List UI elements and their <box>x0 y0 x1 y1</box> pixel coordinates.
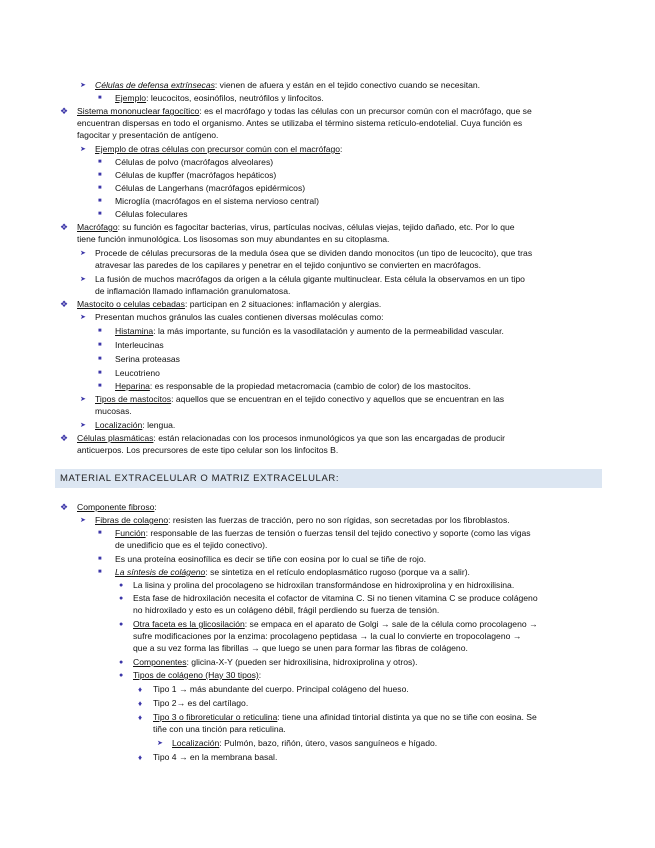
bullet-icon: ❖ <box>60 222 69 232</box>
text-segment: Histamina <box>115 326 154 336</box>
bullet-icon: ➤ <box>80 82 86 89</box>
text-segment: Ejemplo <box>115 93 147 103</box>
text-line <box>77 130 218 141</box>
text-segment: Células de polvo (macrófagos alveolares) <box>115 157 274 167</box>
text-line <box>95 274 525 285</box>
bullet-icon: ♦ <box>138 685 143 694</box>
text-line <box>115 196 319 207</box>
text-line <box>95 286 290 297</box>
text-line <box>95 312 384 323</box>
bullet-icon: ➤ <box>80 250 86 257</box>
text-segment: Sistema mononuclear fagocítico <box>77 106 200 116</box>
text-segment: mucosas. <box>95 406 132 416</box>
text-line <box>115 354 180 365</box>
text-segment: anticuerpos. Los precursores de este tipo celular son los linfocitos B. <box>77 445 339 455</box>
text-line <box>115 157 273 168</box>
text-line <box>115 93 324 104</box>
text-segment: Procede de células precursoras de la medula ósea que se dividen dando monocitos (un tipo de leucocito), que tras <box>95 248 533 258</box>
text-segment: : glicina-X-Y (pueden ser hidroxilisina, hidroxiprolina y otros). <box>186 657 418 667</box>
text-segment: Tipos de mastocitos <box>95 394 172 404</box>
text-segment: : es responsable de la propiedad metacromacia (cambio de color) de los mastocitos. <box>149 381 471 391</box>
text-line <box>95 248 532 259</box>
text-line <box>115 340 164 351</box>
section-heading-text: MATERIAL EXTRACELULAR O MATRIZ EXTRACELULAR: <box>60 473 340 484</box>
text-line <box>95 406 132 417</box>
bullet-icon: ❖ <box>60 299 69 309</box>
bullet-icon: ■ <box>98 211 102 217</box>
text-line <box>115 567 470 578</box>
bullet-icon: ■ <box>98 159 102 165</box>
text-segment: La síntesis de colágeno <box>115 567 206 577</box>
text-line <box>115 326 504 337</box>
text-segment: : tiene una afinidad tintorial distinta ya que no se tiñe con eosina. Se <box>277 712 537 722</box>
bullet-icon: ➤ <box>80 396 86 403</box>
text-line <box>115 183 305 194</box>
text-segment: : resisten las fuerzas de tracción, pero no son rígidas, son secretadas por los fibroblastos. <box>168 515 510 525</box>
bullet-icon: ■ <box>98 383 102 389</box>
text-segment: Otra faceta es la glicosilación <box>133 619 245 629</box>
bullet-icon: ➤ <box>80 314 86 321</box>
text-line <box>133 619 538 630</box>
text-segment: Esta fase de hidroxilación necesita el cofactor de vitamina C. Si no tienen vitamina C se produce colágeno <box>133 593 538 603</box>
text-segment: Localización <box>172 738 220 748</box>
bullet-icon: ● <box>119 621 124 628</box>
text-segment: : están relacionadas con los procesos inmunológicos ya que son las encargadas de producir <box>153 433 506 443</box>
bullet-icon: ■ <box>98 172 102 178</box>
bullet-icon: ♦ <box>138 753 143 762</box>
text-line <box>153 712 537 723</box>
text-segment: sufre modificaciones por la enzima: procolageno peptidasa → la cual lo convierte en tropocolageno → <box>133 631 522 641</box>
text-line <box>77 445 338 456</box>
bullet-icon: ➤ <box>80 517 86 524</box>
text-segment: Serina proteasas <box>115 354 180 364</box>
text-line <box>95 420 175 431</box>
text-segment: Tipo 4 → en la membrana basal. <box>153 752 278 762</box>
text-segment: atravesar las paredes de los capilares y penetrar en el tejido conjuntivo se convierten en macrófagos. <box>95 260 481 270</box>
text-line <box>77 299 381 310</box>
text-line <box>133 643 468 654</box>
text-line <box>115 554 426 565</box>
text-line <box>172 738 437 749</box>
section-heading <box>55 469 602 488</box>
text-segment: La lisina y prolina del procolageno se hidroxilan transformándose en hidroxiprolina y en hidroxilisina. <box>133 580 515 590</box>
text-line <box>115 209 188 220</box>
bullet-icon: ■ <box>98 556 102 562</box>
text-segment: Microglía (macrófagos en el sistema nervioso central) <box>115 196 319 206</box>
text-line <box>77 433 505 444</box>
text-segment: : <box>340 144 343 154</box>
bullet-icon: ● <box>119 659 124 666</box>
bullet-icon: ➤ <box>80 146 86 153</box>
text-line <box>77 106 532 117</box>
text-line <box>133 593 538 604</box>
bullet-icon: ■ <box>98 569 102 575</box>
text-segment: : <box>258 670 262 680</box>
bullet-icon: ● <box>119 595 124 602</box>
text-line <box>95 80 480 91</box>
text-line <box>115 540 267 551</box>
bullet-icon: ♦ <box>138 713 143 722</box>
text-segment: Células plasmáticas <box>77 433 154 443</box>
bullet-icon: ■ <box>98 95 102 101</box>
text-segment: Función <box>115 528 146 538</box>
text-line <box>153 752 277 763</box>
text-segment: : Pulmón, bazo, riñón, útero, vasos sanguíneos e hígado. <box>219 738 438 748</box>
text-line <box>95 515 510 526</box>
text-line <box>95 144 342 155</box>
text-segment: tiñe con una tinción para reticulina. <box>153 724 286 734</box>
text-line <box>133 605 439 616</box>
text-segment: de unedificio que es el tejido conectivo). <box>115 540 268 550</box>
text-segment: Es una proteína eosinofílica es decir se tiñe con eosina por lo cual se tiñe de rojo. <box>115 554 426 564</box>
text-segment: Heparina <box>115 381 150 391</box>
text-segment: tiene función inmunológica. Los lisosomas son muy abundantes en su citoplasma. <box>77 234 390 244</box>
text-segment: Fibras de colageno <box>95 515 169 525</box>
text-segment: : vienen de afuera y están en el tejido conectivo cuando se necesitan. <box>214 80 481 90</box>
bullet-icon: ■ <box>98 328 102 334</box>
text-segment: : se sintetiza en el retículo endoplasmático rugoso (porque va a salir). <box>205 567 470 577</box>
text-line <box>95 260 481 271</box>
text-line <box>133 580 514 591</box>
text-segment: : se empaca en el aparato de Golgi → sale de la célula como procolageno → <box>244 619 538 629</box>
bullet-icon: ● <box>119 582 124 589</box>
text-segment: Componentes <box>133 657 187 667</box>
text-line <box>95 394 504 405</box>
text-line <box>77 118 522 129</box>
text-segment: Tipo 1 → más abundante del cuerpo. Principal colágeno del hueso. <box>153 684 409 694</box>
text-line <box>153 724 286 735</box>
text-line <box>115 381 471 392</box>
text-line <box>133 670 261 681</box>
bullet-icon: ● <box>119 672 124 679</box>
text-segment: : la más importante, su función es la vasodilatación y aumento de la permeabilidad vascular. <box>153 326 504 336</box>
text-segment: : participan en 2 situaciones: inflamación y alergias. <box>184 299 382 309</box>
text-segment: Ejemplo de otras células con precursor común con el macrófago <box>95 144 341 154</box>
text-segment: Células de Langerhans (macrófagos epidérmicos) <box>115 183 306 193</box>
text-line <box>77 234 389 245</box>
bullet-icon: ♦ <box>138 699 143 708</box>
text-segment: : leucocitos, eosinófilos, neutrófilos y linfocitos. <box>146 93 324 103</box>
text-segment: que a su vez forma las fibrillas → que luego se unen para formar las fibras de colágeno. <box>133 643 468 653</box>
text-segment: Localización <box>95 420 143 430</box>
text-segment: no hidroxilado y esto es un colágeno débil, frágil perdiendo su fuerza de tensión. <box>133 605 440 615</box>
text-segment: Tipo 3 o fibroreticular o reticulina <box>153 712 278 722</box>
text-line <box>133 657 418 668</box>
text-segment: Células foleculares <box>115 209 188 219</box>
text-segment: : <box>154 502 157 512</box>
text-segment: Macrófago <box>77 222 118 232</box>
text-segment: Mastocito o celulas cebadas <box>77 299 185 309</box>
bullet-icon: ➤ <box>80 422 86 429</box>
text-segment: Células de defensa extrínsecas <box>95 80 215 90</box>
text-segment: Células de kupffer (macrófagos hepáticos) <box>115 170 277 180</box>
text-segment: Tipos de colágeno (Hay 30 tipos) <box>133 670 259 680</box>
text-segment: Tipo 2→ es del cartílago. <box>153 698 249 708</box>
bullet-icon: ■ <box>98 342 102 348</box>
bullet-icon: ■ <box>98 198 102 204</box>
bullet-icon: ■ <box>98 185 102 191</box>
bullet-icon: ❖ <box>60 433 69 443</box>
text-line <box>115 528 531 539</box>
bullet-icon: ■ <box>98 530 102 536</box>
text-segment: fagocitar y presentación de antígeno. <box>77 130 219 140</box>
text-segment: : responsable de las fuerzas de tensión o fuerzas tensil del tejido conectivo y soporte (como las vigas <box>145 528 531 538</box>
text-segment: Interleucinas <box>115 340 164 350</box>
text-segment: : su función es fagocitar bacterias, virus, partículas nocivas, células viejas, tejido dañado, etc. Por lo que <box>117 222 515 232</box>
bullet-icon: ❖ <box>60 502 69 512</box>
text-line <box>77 222 515 233</box>
text-segment: : aquellos que se encuentran en el tejido conectivo y aquellos que se encuentran en las <box>171 394 505 404</box>
text-line <box>153 684 409 695</box>
text-segment: : lengua. <box>142 420 176 430</box>
text-line <box>153 698 248 709</box>
text-line <box>115 368 160 379</box>
text-segment: de inflamación llamado inflamación granulomatosa. <box>95 286 291 296</box>
text-line <box>133 631 521 642</box>
text-segment: encuentran dispersas en todo el organismo. Antes se utilizaba el término sistema retículo-endotelial. Cuya función es <box>77 118 523 128</box>
bullet-icon: ❖ <box>60 106 69 116</box>
bullet-icon: ➤ <box>80 276 86 283</box>
text-line <box>115 170 276 181</box>
bullet-icon: ■ <box>98 356 102 362</box>
text-segment: : es el macrófago y todas las células con un precursor común con el macrófago, que se <box>199 106 532 116</box>
text-segment: La fusión de muchos macrófagos da origen a la célula gigante multinuclear. Esta célula la observamos en un tipo <box>95 274 525 284</box>
text-segment: Presentan muchos gránulos las cuales contienen diversas moléculas como: <box>95 312 384 322</box>
text-segment: Leucotrieno <box>115 368 160 378</box>
bullet-icon: ■ <box>98 370 102 376</box>
bullet-icon: ➤ <box>157 740 163 747</box>
text-segment: Componente fibroso <box>77 502 155 512</box>
text-line <box>77 502 157 513</box>
